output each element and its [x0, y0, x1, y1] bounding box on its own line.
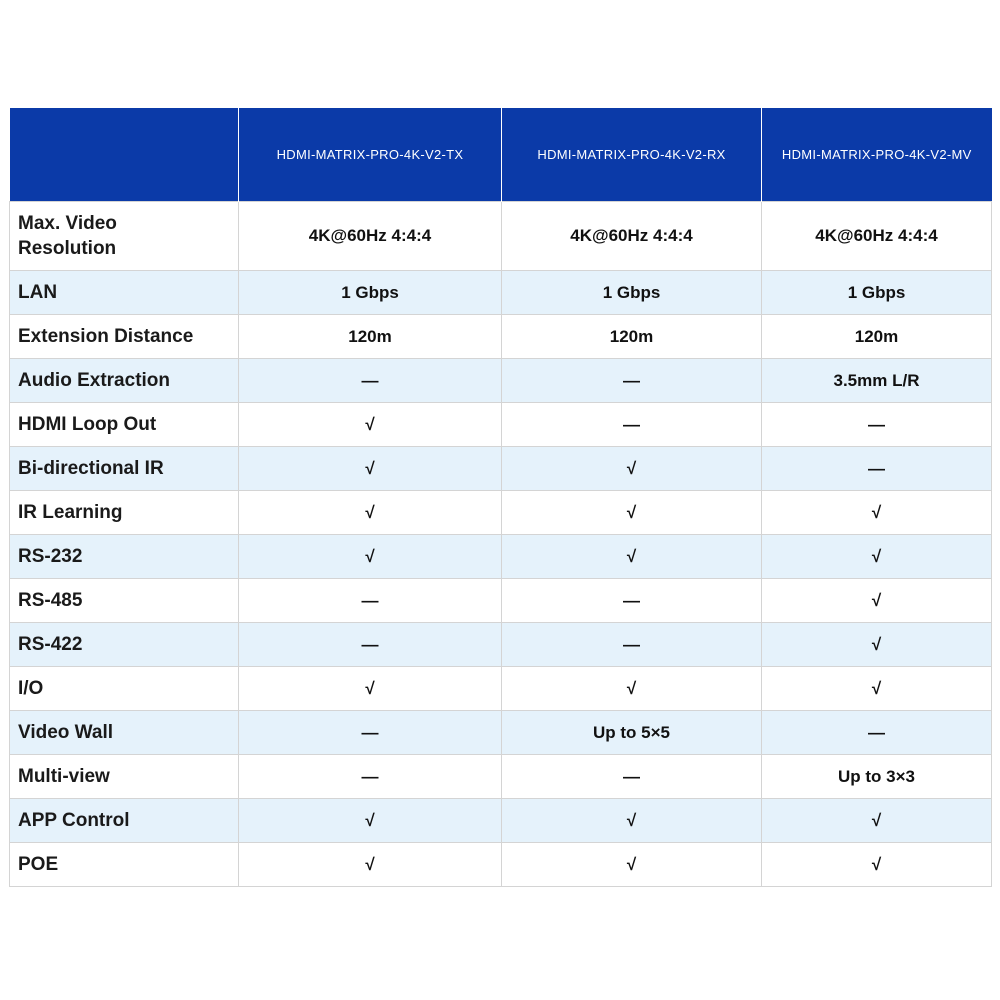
- row-value: —: [502, 623, 762, 667]
- row-value: √: [762, 579, 992, 623]
- row-value: √: [502, 843, 762, 887]
- table-row: [10, 359, 992, 403]
- row-value: √: [239, 535, 502, 579]
- row-value: √: [762, 535, 992, 579]
- row-value: √: [502, 491, 762, 535]
- row-value: —: [239, 711, 502, 755]
- row-value: —: [239, 359, 502, 403]
- row-value: —: [762, 447, 992, 491]
- header-tx: HDMI-MATRIX-PRO-4K-V2-TX: [239, 108, 502, 202]
- header-corner-cell: [10, 108, 239, 202]
- row-value: √: [239, 667, 502, 711]
- row-value: 1 Gbps: [502, 271, 762, 315]
- row-value: √: [762, 843, 992, 887]
- row-value: Up to 5×5: [502, 711, 762, 755]
- row-label: Multi-view: [10, 755, 239, 799]
- row-value: 3.5mm L/R: [762, 359, 992, 403]
- row-label: I/O: [10, 667, 239, 711]
- row-label-part: Resolution: [18, 238, 117, 259]
- row-value: —: [502, 403, 762, 447]
- row-label: HDMI Loop Out: [10, 403, 239, 447]
- table-row: [10, 403, 992, 447]
- row-label: RS-422: [10, 623, 239, 667]
- row-value: √: [239, 843, 502, 887]
- row-label: Video Wall: [10, 711, 239, 755]
- row-label-part: Max. Video: [18, 213, 117, 234]
- table-header-row: [10, 108, 992, 202]
- row-value: √: [502, 535, 762, 579]
- table-row: [10, 535, 992, 579]
- row-label: APP Control: [10, 799, 239, 843]
- row-value: 4K@60Hz 4:4:4: [502, 202, 762, 271]
- row-value: 120m: [502, 315, 762, 359]
- row-value: √: [239, 491, 502, 535]
- row-value: 120m: [762, 315, 992, 359]
- row-label: LAN: [10, 271, 239, 315]
- row-value: 120m: [239, 315, 502, 359]
- row-value: —: [502, 579, 762, 623]
- header-mv: HDMI-MATRIX-PRO-4K-V2-MV: [762, 108, 992, 202]
- spec-comparison-table-container: [9, 108, 991, 887]
- row-value: —: [239, 579, 502, 623]
- table-row: [10, 271, 992, 315]
- table-row: [10, 315, 992, 359]
- table-row: [10, 799, 992, 843]
- row-value: 4K@60Hz 4:4:4: [762, 202, 992, 271]
- row-value: √: [239, 799, 502, 843]
- row-value: —: [502, 359, 762, 403]
- spec-comparison-table: [9, 108, 992, 887]
- row-label: Audio Extraction: [10, 359, 239, 403]
- row-label: [10, 202, 239, 271]
- table-row: [10, 711, 992, 755]
- table-row: [10, 202, 992, 271]
- row-label: IR Learning: [10, 491, 239, 535]
- row-value: —: [502, 755, 762, 799]
- row-value: √: [762, 799, 992, 843]
- row-value: √: [239, 403, 502, 447]
- row-value: √: [502, 447, 762, 491]
- row-value: √: [762, 623, 992, 667]
- row-value: —: [239, 755, 502, 799]
- table-row: [10, 447, 992, 491]
- table-row: [10, 491, 992, 535]
- table-row: [10, 843, 992, 887]
- row-label: Bi-directional IR: [10, 447, 239, 491]
- row-value: √: [239, 447, 502, 491]
- row-label: RS-485: [10, 579, 239, 623]
- row-value: 4K@60Hz 4:4:4: [239, 202, 502, 271]
- table-body: [10, 202, 992, 887]
- row-label: POE: [10, 843, 239, 887]
- row-label: Extension Distance: [10, 315, 239, 359]
- row-value: 1 Gbps: [239, 271, 502, 315]
- row-value: √: [502, 667, 762, 711]
- row-value: √: [762, 667, 992, 711]
- table-row: [10, 623, 992, 667]
- row-value: Up to 3×3: [762, 755, 992, 799]
- row-value: √: [502, 799, 762, 843]
- table-row: [10, 579, 992, 623]
- header-rx: HDMI-MATRIX-PRO-4K-V2-RX: [502, 108, 762, 202]
- row-value: 1 Gbps: [762, 271, 992, 315]
- row-value: —: [762, 403, 992, 447]
- row-value: —: [762, 711, 992, 755]
- table-row: [10, 667, 992, 711]
- row-value: —: [239, 623, 502, 667]
- row-value: √: [762, 491, 992, 535]
- table-row: [10, 755, 992, 799]
- row-label: RS-232: [10, 535, 239, 579]
